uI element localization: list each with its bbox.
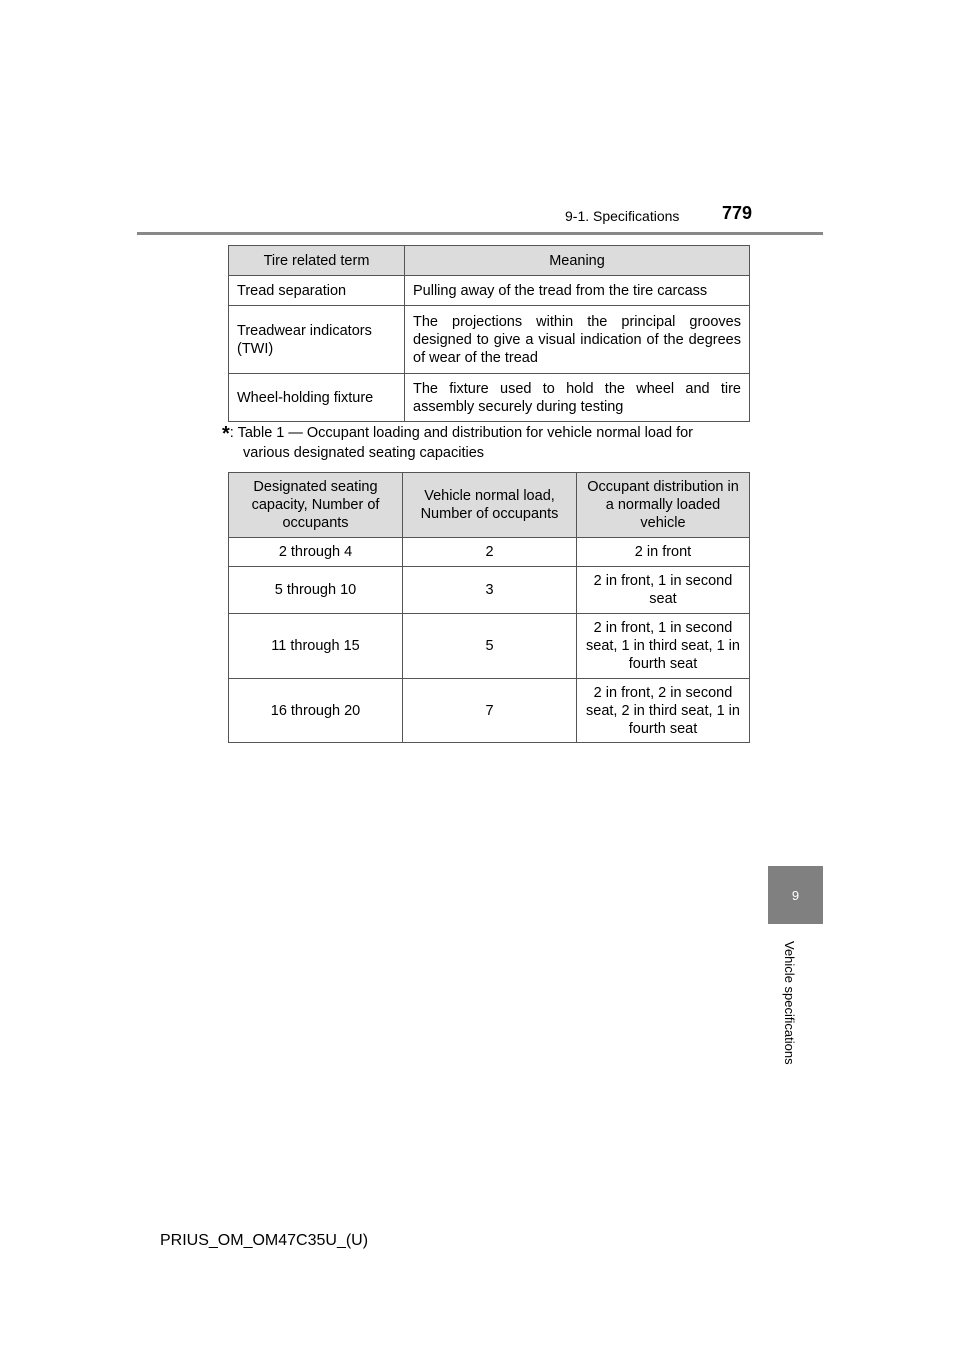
section-title: 9-1. Specifications xyxy=(565,208,680,224)
load-cell: 5 xyxy=(403,614,577,679)
occupant-loading-table xyxy=(228,472,750,743)
table-row xyxy=(229,276,750,306)
footnote-marker: * xyxy=(222,423,230,445)
meaning-cell: The fixture used to hold the wheel and tire assembly securely during testing xyxy=(405,374,750,422)
capacity-cell: 11 through 15 xyxy=(229,614,403,679)
table-footnote xyxy=(222,424,752,463)
distribution-cell: 2 in front, 2 in second seat, 2 in third seat, 1 in fourth seat xyxy=(577,679,750,743)
table-row xyxy=(229,374,750,422)
load-cell: 2 xyxy=(403,538,577,567)
column-header-meaning: Meaning xyxy=(405,246,750,276)
column-header-distribution: Occupant distribution in a normally loaded vehicle xyxy=(577,473,750,538)
column-header-capacity: Designated seating capacity, Number of occupants xyxy=(229,473,403,538)
distribution-cell: 2 in front, 1 in second seat, 1 in third seat, 1 in fourth seat xyxy=(577,614,750,679)
term-cell: Treadwear indicators (TWI) xyxy=(229,306,405,374)
table-header-row xyxy=(229,246,750,276)
table-row xyxy=(229,538,750,567)
tire-terms-table xyxy=(228,245,750,422)
footnote-text-line1: : Table 1 — Occupant loading and distribution for vehicle normal load for xyxy=(229,425,693,441)
table-row xyxy=(229,614,750,679)
capacity-cell: 2 through 4 xyxy=(229,538,403,567)
meaning-cell: The projections within the principal grooves designed to give a visual indication of the degrees of wear of the tread xyxy=(405,306,750,374)
term-cell: Tread separation xyxy=(229,276,405,306)
document-code: PRIUS_OM_OM47C35U_(U) xyxy=(160,1232,369,1249)
distribution-cell: 2 in front, 1 in second seat xyxy=(577,567,750,614)
chapter-number: 9 xyxy=(791,887,800,903)
meaning-cell: Pulling away of the tread from the tire carcass xyxy=(405,276,750,306)
load-cell: 7 xyxy=(403,679,577,743)
load-cell: 3 xyxy=(403,567,577,614)
capacity-cell: 5 through 10 xyxy=(229,567,403,614)
capacity-cell: 16 through 20 xyxy=(229,679,403,743)
table-row xyxy=(229,679,750,743)
chapter-tab xyxy=(768,866,823,924)
header-divider xyxy=(137,232,823,235)
term-cell: Wheel-holding fixture xyxy=(229,374,405,422)
table-row xyxy=(229,306,750,374)
table-header-row xyxy=(229,473,750,538)
distribution-cell: 2 in front xyxy=(577,538,750,567)
column-header-load: Vehicle normal load, Number of occupants xyxy=(403,473,577,538)
chapter-label: Vehicle specifications xyxy=(782,940,797,1065)
footnote-text-line2: various designated seating capacities xyxy=(243,445,485,461)
page-number: 779 xyxy=(722,203,753,223)
column-header-term: Tire related term xyxy=(229,246,405,276)
table-row xyxy=(229,567,750,614)
